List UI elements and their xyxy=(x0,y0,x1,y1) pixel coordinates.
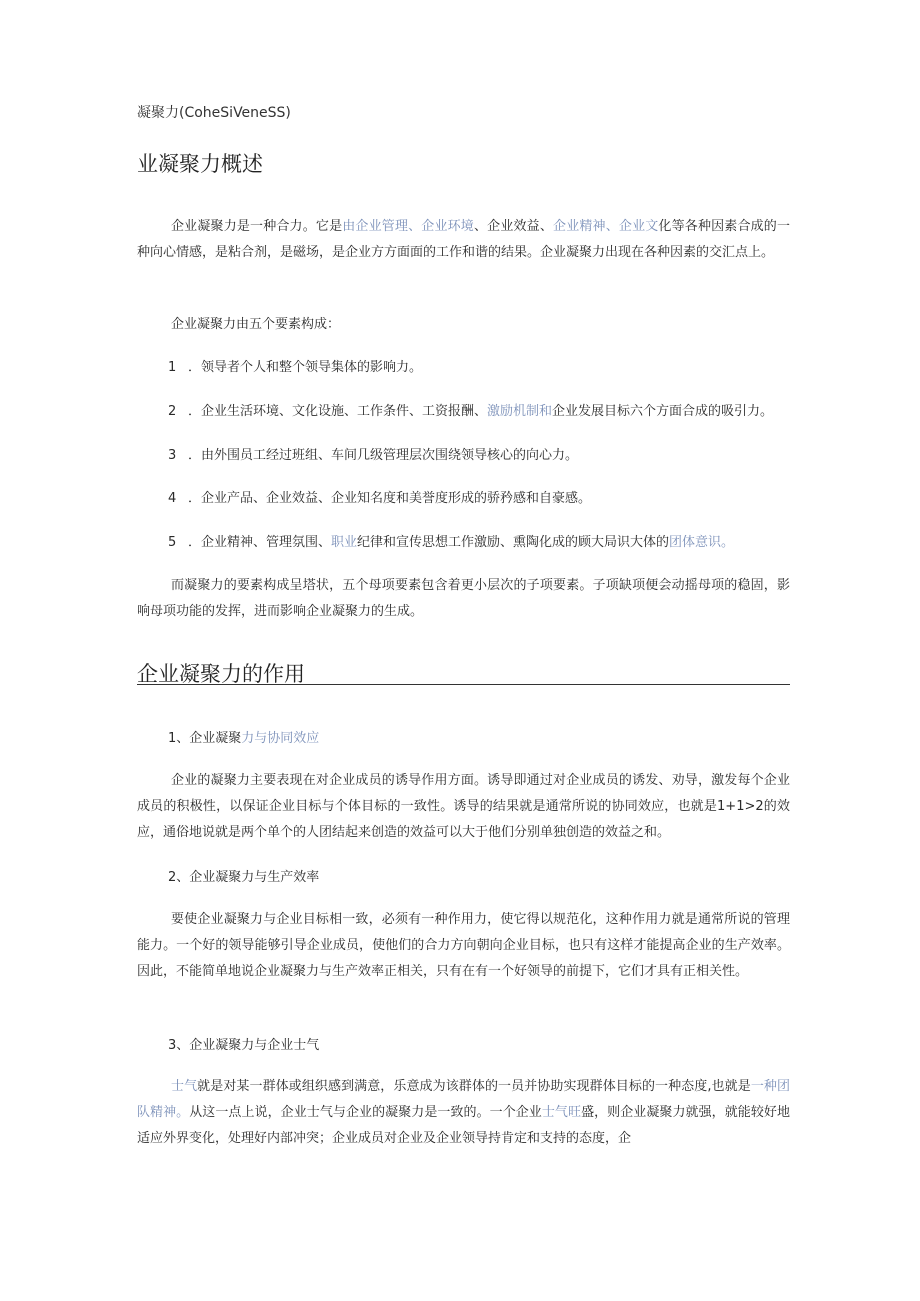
list-item-text: 纪律和宣传思想工作激励、熏陶化成的顾大局识大体的 xyxy=(357,535,670,550)
list-item xyxy=(168,446,578,466)
list-item-number: 2 xyxy=(168,404,177,419)
link-incentive-mechanism[interactable]: 激励机制和 xyxy=(487,404,553,419)
link-enterprise-spirit[interactable]: 企业精神、企业文 xyxy=(553,219,659,234)
link-profession[interactable]: 职业 xyxy=(331,535,358,550)
list-item-text: ．企业精神、管理氛围、 xyxy=(188,535,332,550)
subheading-synergy xyxy=(168,729,319,749)
overview-paragraph-3: 而凝聚力的要素构成呈塔状，五个母项要素包含着更小层次的子项要素。子项缺项便会动摇母项的稳固，影响母项功能的发挥，进而影响企业凝聚力的生成。 xyxy=(137,578,790,619)
function-paragraph-2: 要使企业凝聚力与企业目标相一致，必须有一种作用力，使它得以规范化，这种作用力就是通常所说的管理能力。一个好的领导能够引导企业成员，使他们的合力方向朝向企业目标，也只有这样才能提高企业的生产效率。因此，不能简单地说企业凝聚力与生产效率正相关，只有在有一个好领导的前提下，它们才具有正相关性。 xyxy=(137,912,790,979)
p1-text-a: 企业凝聚力是一种合力。它是 xyxy=(171,219,343,234)
subheading-morale: 3、企业凝聚力与企业士气 xyxy=(168,1038,320,1053)
subheading-productivity: 2、企业凝聚力与生产效率 xyxy=(168,870,320,885)
function-paragraph-3 xyxy=(137,1074,790,1152)
link-morale-high[interactable]: 士气旺 xyxy=(541,1105,582,1120)
link-team-spirit[interactable]: 一种团队精神。 xyxy=(137,1079,790,1120)
p1-text-b: 、企业效益、 xyxy=(473,219,554,234)
p3-text-a: 就是对某一群体或组织感到满意，乐意成为该群体的一员并协助实现群体目标的一种态度,也就是 xyxy=(197,1079,751,1094)
heading-underline xyxy=(137,684,790,685)
overview-paragraph-2: 企业凝聚力由五个要素构成： xyxy=(171,317,341,332)
list-item-number: 4 xyxy=(168,491,177,506)
list-item-number: 1 xyxy=(168,360,177,375)
list-item xyxy=(168,402,773,422)
overview-paragraph-1 xyxy=(137,214,790,266)
subheading-text: 1、企业凝聚 xyxy=(168,731,242,746)
list-item-text: ．企业生活环境、文化设施、工作条件、工资报酬、 xyxy=(188,404,488,419)
p1-text-c: 化等各种因素合成的一种向心情感，是粘合剂，是磁场，是企业方方面面的工作和谐的结果。企业凝聚力出现在各种因素的交汇点上。 xyxy=(137,219,790,260)
link-morale[interactable]: 士气 xyxy=(171,1079,198,1094)
list-item-number: 3 xyxy=(168,448,177,463)
p3-text-c: 盛，则企业凝聚力就强，就能较好地适应外界变化，处理好内部冲突；企业成员对企业及企业领导持肯定和支持的态度，企 xyxy=(137,1105,790,1146)
list-item xyxy=(168,489,591,509)
link-enterprise-management[interactable]: 由企业管理、企业环境 xyxy=(342,219,474,234)
link-synergy-effect[interactable]: 力与协同效应 xyxy=(241,731,320,746)
list-item-text: ．由外围员工经过班组、车间几级管理层次围绕领导核心的向心力。 xyxy=(188,448,579,463)
link-team-awareness[interactable]: 团体意识。 xyxy=(669,535,735,550)
document-title: 凝聚力(CoheSiVeneSS) xyxy=(137,105,291,121)
list-item xyxy=(168,358,422,378)
list-item-text: 企业发展目标六个方面合成的吸引力。 xyxy=(552,404,774,419)
section-heading-function: 企业凝聚力的作用 xyxy=(137,662,305,686)
function-paragraph-1: 企业的凝聚力主要表现在对企业成员的诱导作用方面。诱导即通过对企业成员的诱发、劝导，激发每个企业成员的积极性，以保证企业目标与个体目标的一致性。诱导的结果就是通常所说的协同效应，也就是1+1>2的效应，通俗地说就是两个单个的人团结起来创造的效益可以大于他们分别单独创造的效益之和。 xyxy=(137,773,790,840)
list-item xyxy=(168,533,734,553)
list-item-text: ．企业产品、企业效益、企业知名度和美誉度形成的骄矜感和自豪感。 xyxy=(188,491,592,506)
list-item-text: ．领导者个人和整个领导集体的影响力。 xyxy=(188,360,423,375)
section-heading-overview: 业凝聚力概述 xyxy=(137,152,263,176)
p3-text-b: 从这一点上说，企业士气与企业的凝聚力是一致的。一个企业 xyxy=(189,1105,542,1120)
list-item-number: 5 xyxy=(168,535,177,550)
